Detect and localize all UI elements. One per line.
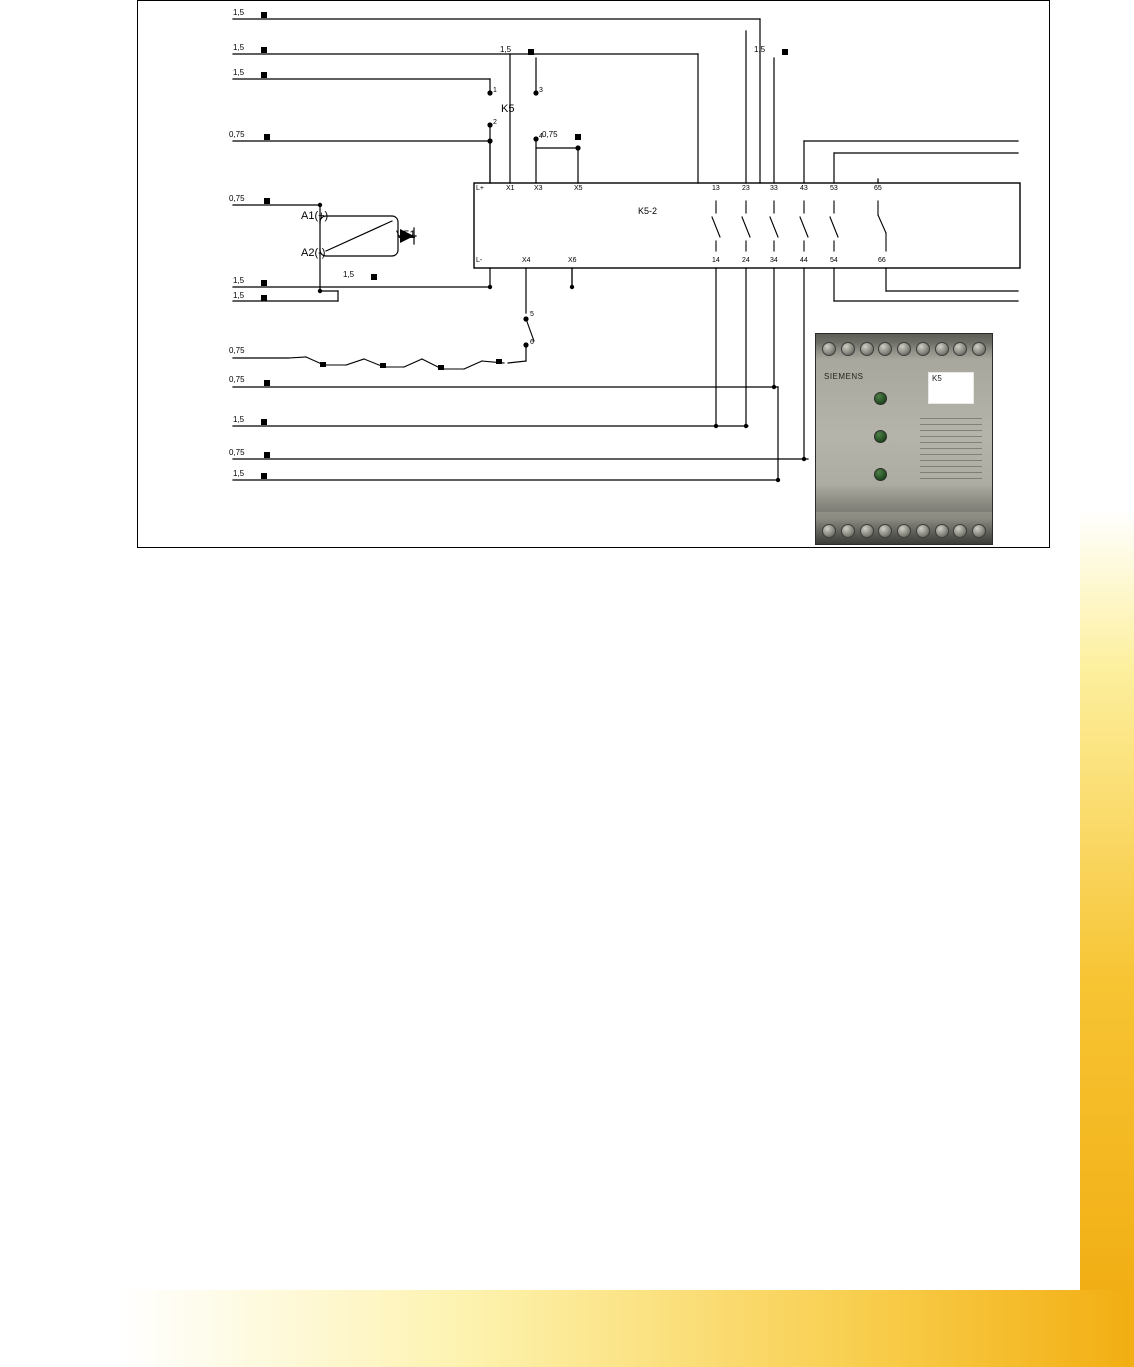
device-tag-label: K5 [932,374,942,383]
terminal-marker [264,198,270,204]
wire-gauge-label: 1,5 [233,68,245,77]
wire-gauge-label: 0,75 [229,130,245,139]
contact-number-3: 3 [539,87,543,94]
decorative-gradient-bottom [120,1290,1134,1367]
terminal-screw-row-bottom [822,520,986,542]
terminal-screw [878,524,892,538]
label-print-area [920,418,982,480]
terminal-marker [261,280,267,286]
terminal-label-x3: X3 [534,185,543,192]
wire-gauge-label: 1,5 [233,43,245,52]
wire-gauge-label: 1,5 [233,8,245,17]
status-led [874,468,887,481]
terminal-label-x1: X1 [506,185,515,192]
terminal-marker [261,72,267,78]
wire-gauge-label: 1,5 [500,45,512,54]
terminal-label-23: 23 [742,185,750,192]
terminal-screw [916,524,930,538]
terminal-screw [841,524,855,538]
contact-number-2: 2 [493,119,497,126]
wire-gauge-label: 1,5 [233,291,245,300]
terminal-screw [953,524,967,538]
terminal-screw [841,342,855,356]
wire-gauge-label: 1,5 [233,415,245,424]
terminal-marker [264,134,270,140]
wire-gauge-label: 0,75 [229,194,245,203]
brand-label: SIEMENS [824,372,864,381]
terminal-label-65: 65 [874,185,882,192]
wire-gauge-label: 0,75 [542,130,558,139]
terminal-marker [575,134,581,140]
terminal-label-x6: X6 [568,257,577,264]
body-shading [816,484,993,512]
terminal-screw-row-top [822,338,986,360]
terminal-marker [264,452,270,458]
wire-gauge-label: 0,75 [229,346,245,355]
terminal-marker [261,12,267,18]
coil-terminal-a2-label: A2(-) [301,247,326,259]
terminal-marker [261,473,267,479]
terminal-label-x4: X4 [522,257,531,264]
contact-number-4: 4 [539,133,543,140]
terminal-label-33: 33 [770,185,778,192]
wire-gauge-label: 0,75 [229,448,245,457]
terminal-screw [860,342,874,356]
terminal-marker [261,419,267,425]
terminal-screw [897,524,911,538]
switch-s5-top-label: 5 [530,311,534,318]
switch-s5-bottom-label: 6 [530,339,534,346]
wire-gauge-label: 1,5 [233,276,245,285]
terminal-screw [972,524,986,538]
wire-gauge-label: 1,5 [754,45,766,54]
terminal-screw [822,524,836,538]
terminal-label-53: 53 [830,185,838,192]
terminal-label-x5: X5 [574,185,583,192]
siemens-safety-relay-photo [815,333,993,545]
terminal-screw [935,524,949,538]
terminal-marker [782,49,788,55]
terminal-marker [528,49,534,55]
decorative-gradient-right [1080,510,1134,1367]
terminal-label-66: 66 [878,257,886,264]
coil-terminal-a1-label: A1(+) [301,210,329,222]
contact-number-1: 1 [493,87,497,94]
terminal-label-24: 24 [742,257,750,264]
terminal-label-34: 34 [770,257,778,264]
terminal-screw [822,342,836,356]
terminal-screw [972,342,986,356]
wire-gauge-label: 0,75 [229,375,245,384]
wire-gauge-label: 1,5 [233,469,245,478]
terminal-marker [371,274,377,280]
terminal-screw [860,524,874,538]
wire-gauge-label: 1,5 [343,270,355,279]
terminal-screw [897,342,911,356]
terminal-label-lplus: L+ [476,185,484,192]
terminal-marker [261,47,267,53]
contact-label-k5: K5 [501,103,515,115]
diagram-frame [137,0,1050,548]
status-led [874,392,887,405]
module-designation: K5-2 [638,206,658,216]
terminal-screw [935,342,949,356]
terminal-screw [916,342,930,356]
terminal-screw [953,342,967,356]
terminal-label-44: 44 [800,257,808,264]
terminal-label-54: 54 [830,257,838,264]
terminal-label-lminus: L- [476,257,483,264]
terminal-screw [878,342,892,356]
status-led [874,430,887,443]
terminal-label-13: 13 [712,185,720,192]
terminal-label-14: 14 [712,257,720,264]
terminal-marker [261,295,267,301]
diode-label-v51: V51 [396,229,416,241]
terminal-marker [264,380,270,386]
terminal-label-43: 43 [800,185,808,192]
